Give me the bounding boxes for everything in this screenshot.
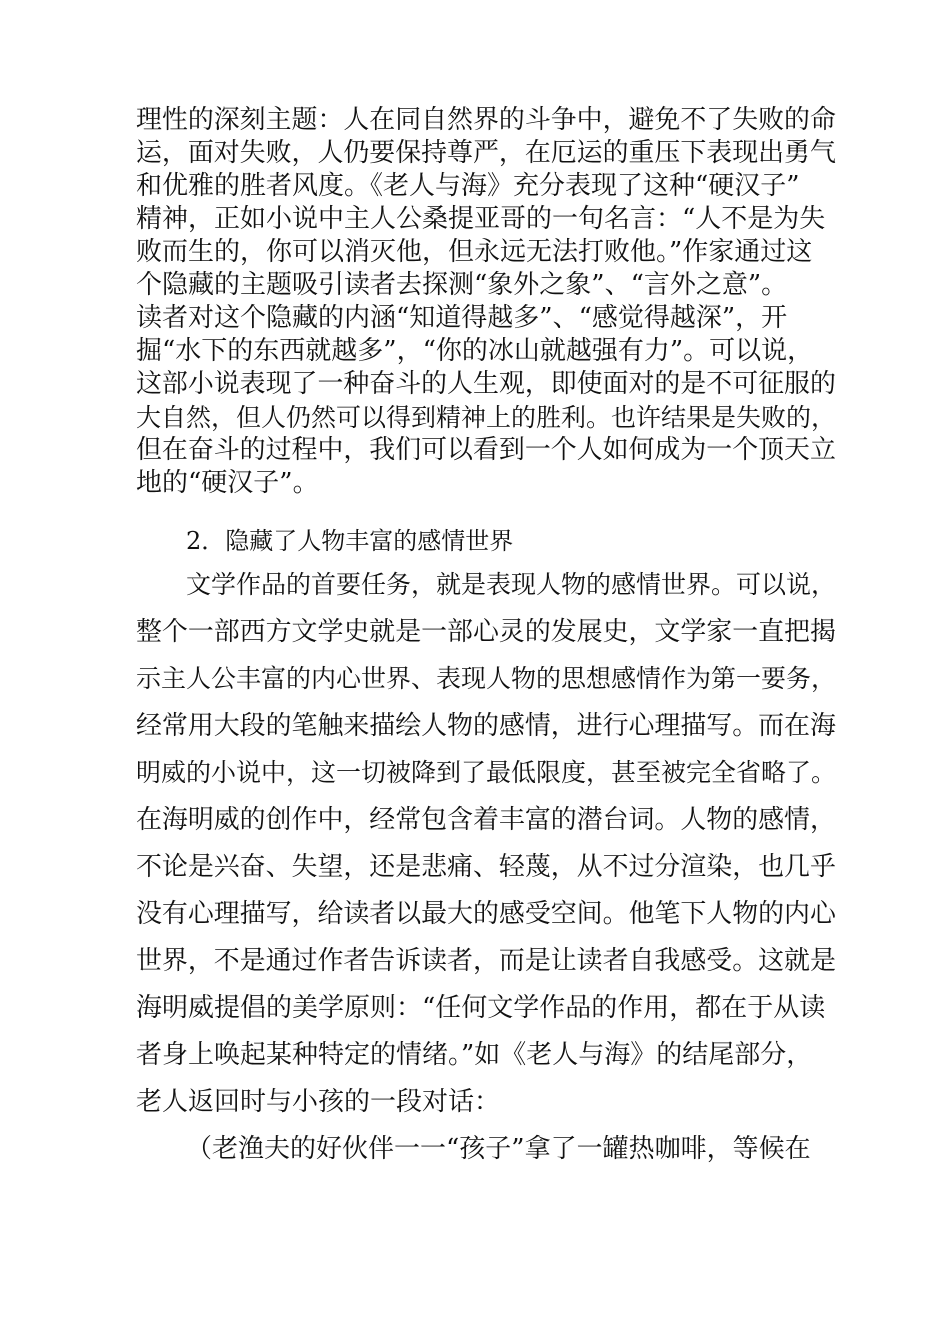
paragraph1-line: 理性的深刻主题：人在同自然界的斗争中，避免不了失败的命: [136, 105, 836, 135]
paragraph1-line: 掘“水下的东西就越多”，“你的冰山就越强有力”。可以说，: [136, 336, 814, 366]
section2-line: 经常用大段的笔触来描绘人物的感情，进行心理描写。而在海: [136, 711, 836, 741]
section2-line: 在海明威的创作中，经常包含着丰富的潜台词。人物的感情，: [136, 805, 836, 835]
paragraph1-line: 但在奋斗的过程中，我们可以看到一个人如何成为一个顶天立: [136, 435, 836, 465]
paragraph1-line: 地的“硬汉子”。: [136, 468, 319, 498]
section2-line: 者身上唤起某种特定的情绪。”如《老人与海》的结尾部分，: [136, 1040, 813, 1070]
section2-line: 不论是兴奋、失望，还是悲痛、轻蔑，从不过分渲染，也几乎: [136, 852, 836, 882]
paragraph1-line: 运，面对失败，人仍要保持尊严，在厄运的重压下表现出勇气: [136, 138, 836, 168]
paragraph1-line: 精神，正如小说中主人公桑提亚哥的一句名言：“人不是为失: [136, 204, 826, 234]
section2-line: 世界，不是通过作者告诉读者，而是让读者自我感受。这就是: [136, 946, 836, 976]
paragraph1-line: 个隐藏的主题吸引读者去探测“象外之象”、“言外之意”。: [136, 270, 788, 300]
section2-line: （老渔夫的好伙伴一一“孩子”拿了一罐热咖啡，等候在: [186, 1134, 811, 1164]
section2-line: 海明威提倡的美学原则：“任何文学作品的作用，都在于从读: [136, 993, 826, 1023]
paragraph1-line: 和优雅的胜者风度。《老人与海》充分表现了这种“硬汉子”: [136, 171, 800, 201]
section2-line: 老人返回时与小孩的一段对话：: [136, 1087, 501, 1117]
section2-line: 文学作品的首要任务，就是表现人物的感情世界。可以说，: [186, 570, 837, 599]
section2-line: 整个一部西方文学史就是一部心灵的发展史，文学家一直把揭: [136, 617, 836, 647]
section2-line: 没有心理描写，给读者以最大的感受空间。他笔下人物的内心: [136, 899, 836, 929]
section-heading: 2．隐藏了人物丰富的感情世界: [186, 527, 514, 555]
section2-line: 明威的小说中，这一切被降到了最低限度，甚至被完全省略了。: [136, 758, 837, 787]
paragraph1-line: 这部小说表现了一种奋斗的人生观，即使面对的是不可征服的: [136, 369, 836, 399]
paragraph1-line: 读者对这个隐藏的内涵“知道得越多”、“感觉得越深”，开: [136, 303, 788, 333]
paragraph1-line: 大自然，但人仍然可以得到精神上的胜利。也许结果是失败的，: [136, 403, 837, 432]
paragraph1-line: 败而生的，你可以消灭他，但永远无法打败他。”作家通过这: [136, 237, 813, 267]
section2-line: 示主人公丰富的内心世界、表现人物的思想感情作为第一要务，: [136, 664, 837, 693]
